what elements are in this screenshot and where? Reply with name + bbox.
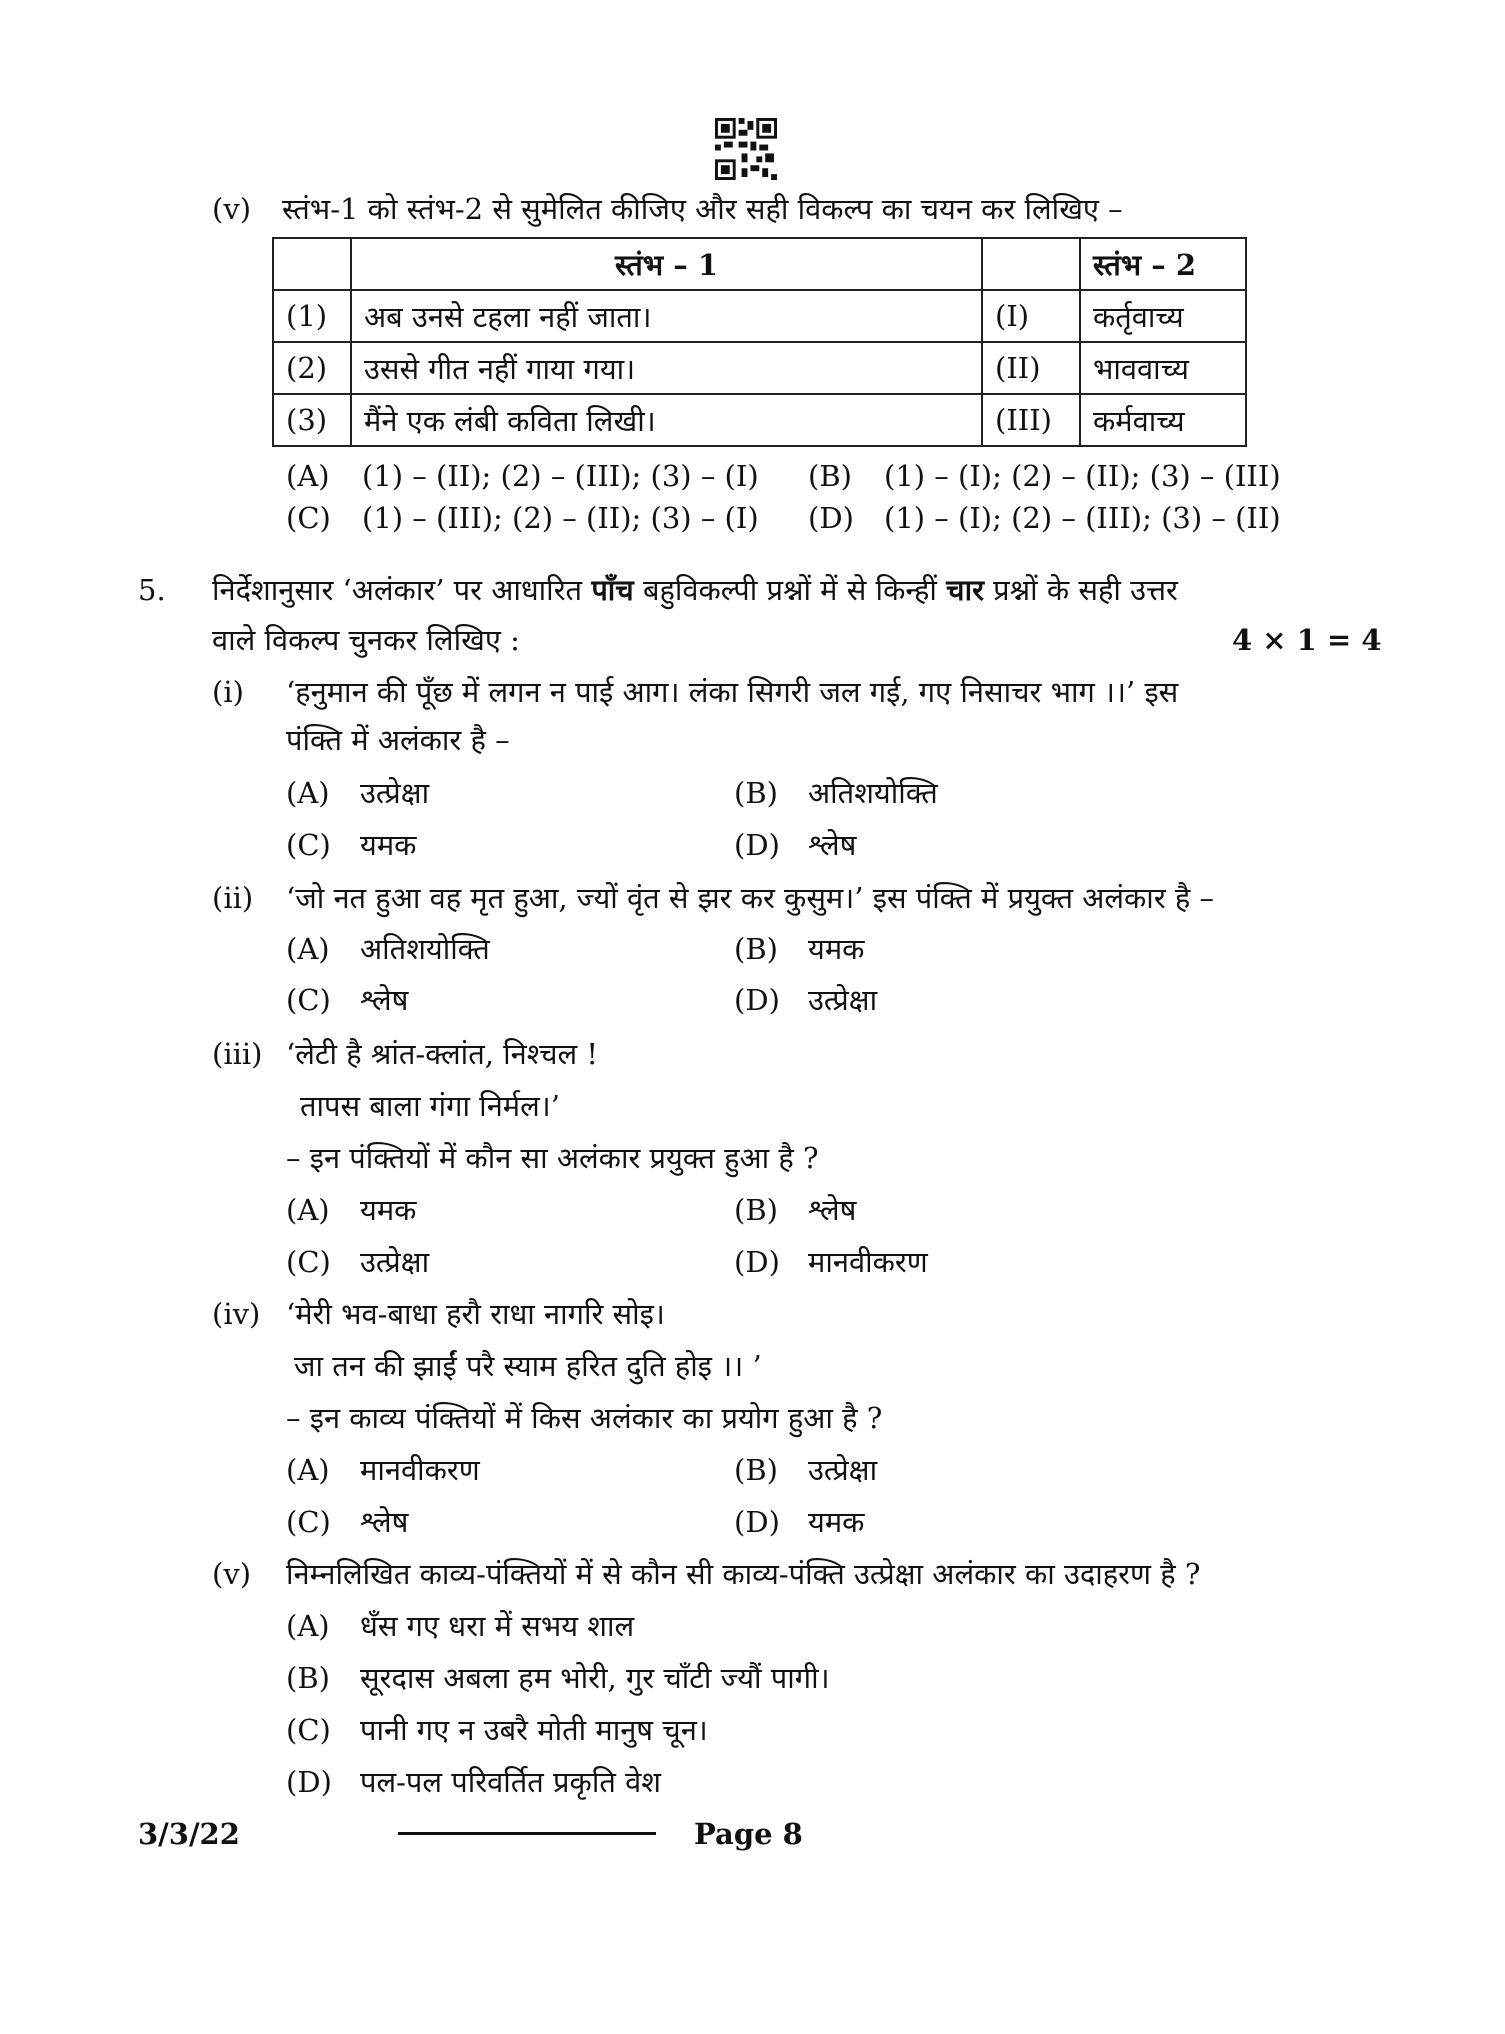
option-d: श्लेष <box>808 828 857 862</box>
option-c: यमक <box>360 828 417 862</box>
option-a: उत्प्रेक्षा <box>360 776 430 810</box>
question-number: (v) <box>212 192 252 226</box>
table-row: (3) मैंने एक लंबी कविता लिखी। (III) कर्मवाच्य <box>273 394 1246 446</box>
option-label: (C) <box>286 1713 331 1747</box>
option-a: (1) – (II); (2) – (III); (3) – (I) <box>362 459 759 493</box>
option-a: धँस गए धरा में सभय शाल <box>360 1609 635 1643</box>
option-label: (D) <box>286 1765 332 1799</box>
option-label: (D) <box>734 983 780 1017</box>
option-c: श्लेष <box>360 983 409 1017</box>
option-d: (1) – (I); (2) – (III); (3) – (II) <box>884 501 1281 535</box>
column-1-header: स्तंभ – 1 <box>351 238 982 290</box>
match-table <box>272 237 1247 447</box>
option-label: (C) <box>286 1245 331 1279</box>
option-d: यमक <box>808 1505 865 1539</box>
sub-question-text: – इन काव्य पंक्तियों में किस अलंकार का प्रयोग हुआ है ? <box>286 1401 883 1435</box>
sub-question-text: जा तन की झाईं परै स्याम हरित दुति होइ ।। ’ <box>294 1349 762 1383</box>
option-label: (B) <box>734 776 778 810</box>
option-b: अतिशयोक्ति <box>808 776 938 810</box>
question-instructions: निर्देशानुसार ‘अलंकार’ पर आधारित पाँच बहुविकल्पी प्रश्नों में से किन्हीं चार प्रश्नों के सही उत्तर <box>212 573 1178 607</box>
option-label: (C) <box>286 501 331 535</box>
table-header-row <box>273 238 1246 290</box>
option-label: (A) <box>286 1453 330 1487</box>
option-label: (C) <box>286 1505 331 1539</box>
option-b: श्लेष <box>808 1193 857 1227</box>
option-d: मानवीकरण <box>808 1245 928 1279</box>
question-number: 5. <box>138 573 166 607</box>
sub-question-text: तापस बाला गंगा निर्मल।’ <box>300 1089 560 1123</box>
option-label: (D) <box>734 1505 780 1539</box>
option-b: यमक <box>808 932 865 966</box>
question-text: स्तंभ-1 को स्तंभ-2 से सुमेलित कीजिए और सही विकल्प का चयन कर लिखिए – <box>282 192 1123 226</box>
option-label: (C) <box>286 828 331 862</box>
option-c: (1) – (III); (2) – (II); (3) – (I) <box>362 501 759 535</box>
sub-question-number: (ii) <box>212 881 254 915</box>
option-a: यमक <box>360 1193 417 1227</box>
sub-question-number: (v) <box>212 1557 252 1591</box>
sub-question-text: ‘लेटी है श्रांत-क्लांत, निश्चल ! <box>286 1037 599 1071</box>
option-label: (D) <box>808 501 854 535</box>
column-2-header: स्तंभ – 2 <box>1080 238 1246 290</box>
sub-question-number: (iv) <box>212 1297 261 1331</box>
option-label: (C) <box>286 983 331 1017</box>
qr-code-icon <box>715 118 777 180</box>
sub-question-text: ‘हनुमान की पूँछ में लगन न पाई आग। लंका सिगरी जल गई, गए निसाचर भाग ।।’ इस <box>286 675 1179 709</box>
option-c: श्लेष <box>360 1505 409 1539</box>
paper-code: 3/3/22 <box>138 1817 240 1851</box>
option-label: (B) <box>734 1453 778 1487</box>
option-b: सूरदास अबला हम भोरी, गुर चाँटी ज्यौं पागी। <box>360 1661 830 1695</box>
sub-question-text: ‘जो नत हुआ वह मृत हुआ, ज्यों वृंत से झर कर कुसुम।’ इस पंक्ति में प्रयुक्त अलंकार है – <box>286 881 1215 915</box>
option-label: (B) <box>286 1661 330 1695</box>
page-number: Page 8 <box>694 1817 803 1851</box>
sub-question-text: – इन पंक्तियों में कौन सा अलंकार प्रयुक्त हुआ है ? <box>286 1141 819 1175</box>
sub-question-text: पंक्ति में अलंकार है – <box>286 723 510 757</box>
question-instructions: वाले विकल्प चुनकर लिखिए : <box>212 623 520 657</box>
option-d: पल-पल परिवर्तित प्रकृति वेश <box>360 1765 661 1799</box>
table-row: (1) अब उनसे टहला नहीं जाता। (I) कर्तृवाच्य <box>273 290 1246 342</box>
marks: 4 × 1 = 4 <box>1232 623 1382 657</box>
option-label: (B) <box>734 932 778 966</box>
option-b: उत्प्रेक्षा <box>808 1453 878 1487</box>
option-label: (A) <box>286 459 330 493</box>
option-label: (A) <box>286 1193 330 1227</box>
option-label: (D) <box>734 828 780 862</box>
option-a: मानवीकरण <box>360 1453 480 1487</box>
option-label: (A) <box>286 776 330 810</box>
option-label: (A) <box>286 932 330 966</box>
option-label: (D) <box>734 1245 780 1279</box>
sub-question-text: निम्नलिखित काव्य-पंक्तियों में से कौन सी काव्य-पंक्ति उत्प्रेक्षा अलंकार का उदाहरण है ? <box>286 1557 1201 1591</box>
option-label: (B) <box>808 459 852 493</box>
sub-question-number: (i) <box>212 675 244 709</box>
sub-question-text: ‘मेरी भव-बाधा हरौ राधा नागरि सोइ। <box>286 1297 665 1331</box>
option-label: (B) <box>734 1193 778 1227</box>
table-row: (2) उससे गीत नहीं गाया गया। (II) भाववाच्य <box>273 342 1246 394</box>
option-c: पानी गए न उबरै मोती मानुष चून। <box>360 1713 708 1747</box>
sub-question-number: (iii) <box>212 1037 263 1071</box>
option-c: उत्प्रेक्षा <box>360 1245 430 1279</box>
footer-divider <box>398 1832 656 1835</box>
option-label: (A) <box>286 1609 330 1643</box>
option-b: (1) – (I); (2) – (II); (3) – (III) <box>884 459 1281 493</box>
option-a: अतिशयोक्ति <box>360 932 490 966</box>
option-d: उत्प्रेक्षा <box>808 983 878 1017</box>
